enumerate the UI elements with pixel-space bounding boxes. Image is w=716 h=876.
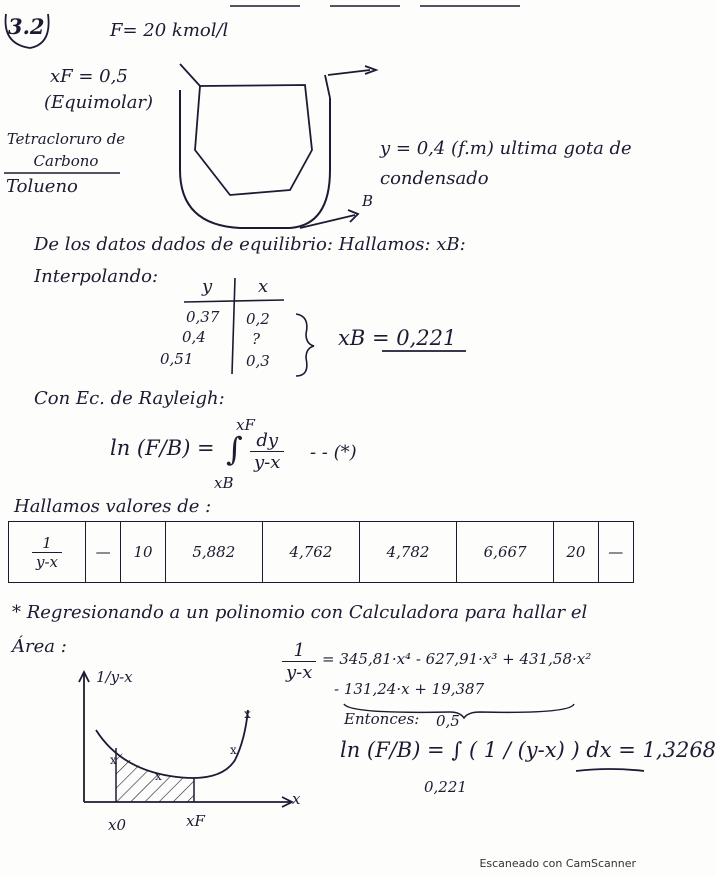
- lower-limit: 0,221: [424, 778, 467, 796]
- integral-sign-1: ∫: [226, 430, 243, 468]
- interp-header-x: x: [258, 276, 269, 297]
- table-cell: 5,882: [165, 522, 262, 583]
- entonces-text: Entonces:: [344, 710, 420, 728]
- table-cell-label: [9, 522, 86, 583]
- table-cell: —: [598, 522, 633, 583]
- table-cell: 20: [554, 522, 598, 583]
- y-final-text: y = 0,4 (f.m) ultima gota de condensado: [380, 138, 632, 189]
- rayleigh-num: dy: [250, 430, 284, 452]
- poly-line-1: = 345,81·x⁴ - 627,91·x³ + 431,58·x²: [322, 650, 592, 668]
- table-label-num: 1: [32, 534, 62, 553]
- interp-y-2: 0,51: [160, 350, 194, 368]
- table-cell: 4,782: [359, 522, 456, 583]
- xf-text: xF = 0,5: [50, 66, 128, 87]
- svg-text:x: x: [244, 707, 251, 721]
- interp-y-0: 0,37: [186, 308, 220, 326]
- interp-x-2: 0,3: [246, 352, 270, 370]
- rayleigh-fraction: [250, 430, 284, 473]
- interp-y-1: 0,4: [182, 328, 206, 346]
- poly-line-2: - 131,24·x + 19,387: [334, 680, 485, 698]
- graph-ylabel: 1/y-x: [96, 668, 133, 686]
- svg-text:x: x: [230, 743, 237, 757]
- interp-x-0: 0,2: [246, 310, 270, 328]
- camscanner-footer: Escaneado con CamScanner: [479, 857, 636, 870]
- rayleigh-den: y-x: [254, 452, 281, 473]
- values-table: [8, 521, 634, 583]
- graph-x0: x0: [108, 816, 127, 834]
- upper-limit: 0,5: [436, 712, 460, 730]
- label-b: B: [362, 192, 374, 210]
- rayleigh-label: Con Ec. de Rayleigh:: [34, 388, 225, 409]
- problem-number: 3.2: [8, 14, 45, 39]
- svg-text:x: x: [155, 769, 162, 783]
- equilibrium-line: De los datos dados de equilibrio: Hallamos: xB:: [34, 234, 466, 255]
- equimolar-text: (Equimolar): [44, 92, 154, 113]
- rayleigh-upper: xF: [236, 416, 255, 434]
- table-cell: —: [86, 522, 121, 583]
- component1-text: Tetracloruro de Carbono: [6, 130, 126, 170]
- table-label-den: y-x: [35, 552, 58, 571]
- table-row: [9, 522, 634, 583]
- problem-circle: [0, 4, 60, 54]
- rayleigh-lhs: ln (F/B) =: [110, 436, 215, 460]
- table-cell: 10: [121, 522, 165, 583]
- feed-text: F= 20 kmol/l: [110, 20, 229, 41]
- rayleigh-lower: xB: [214, 474, 234, 492]
- component2-text: Tolueno: [6, 176, 78, 197]
- graph-xlabel: x: [292, 790, 301, 808]
- poly-num: 1: [282, 640, 316, 662]
- regression-text: * Regresionando a un polinomio con Calculadora para hallar el Área :: [12, 602, 588, 657]
- interp-brace: [290, 310, 320, 380]
- interpolation-table: [160, 276, 300, 376]
- area-graph: [60, 660, 320, 835]
- svg-text:x: x: [110, 753, 117, 767]
- header-lines: [0, 0, 654, 20]
- graph-xf: xF: [186, 812, 205, 830]
- hallamos-text: Hallamos valores de :: [14, 496, 212, 517]
- table-cell: 6,667: [457, 522, 554, 583]
- table-cell: 4,762: [262, 522, 359, 583]
- interp-x-1: ?: [252, 330, 261, 348]
- interp-header-y: y: [202, 276, 213, 297]
- xb-underline: [380, 348, 470, 354]
- xb-result: xB = 0,221: [338, 326, 457, 350]
- result-underline: [574, 766, 648, 774]
- rayleigh-tag: - - (*): [310, 442, 357, 463]
- interpolation-label: Interpolando:: [34, 266, 159, 287]
- poly-den: y-x: [286, 662, 313, 683]
- final-equation: ln (F/B) = ∫ ( 1 / (y-x) ) dx = 1,3268: [340, 738, 716, 762]
- still-vessel-drawing: [150, 50, 390, 230]
